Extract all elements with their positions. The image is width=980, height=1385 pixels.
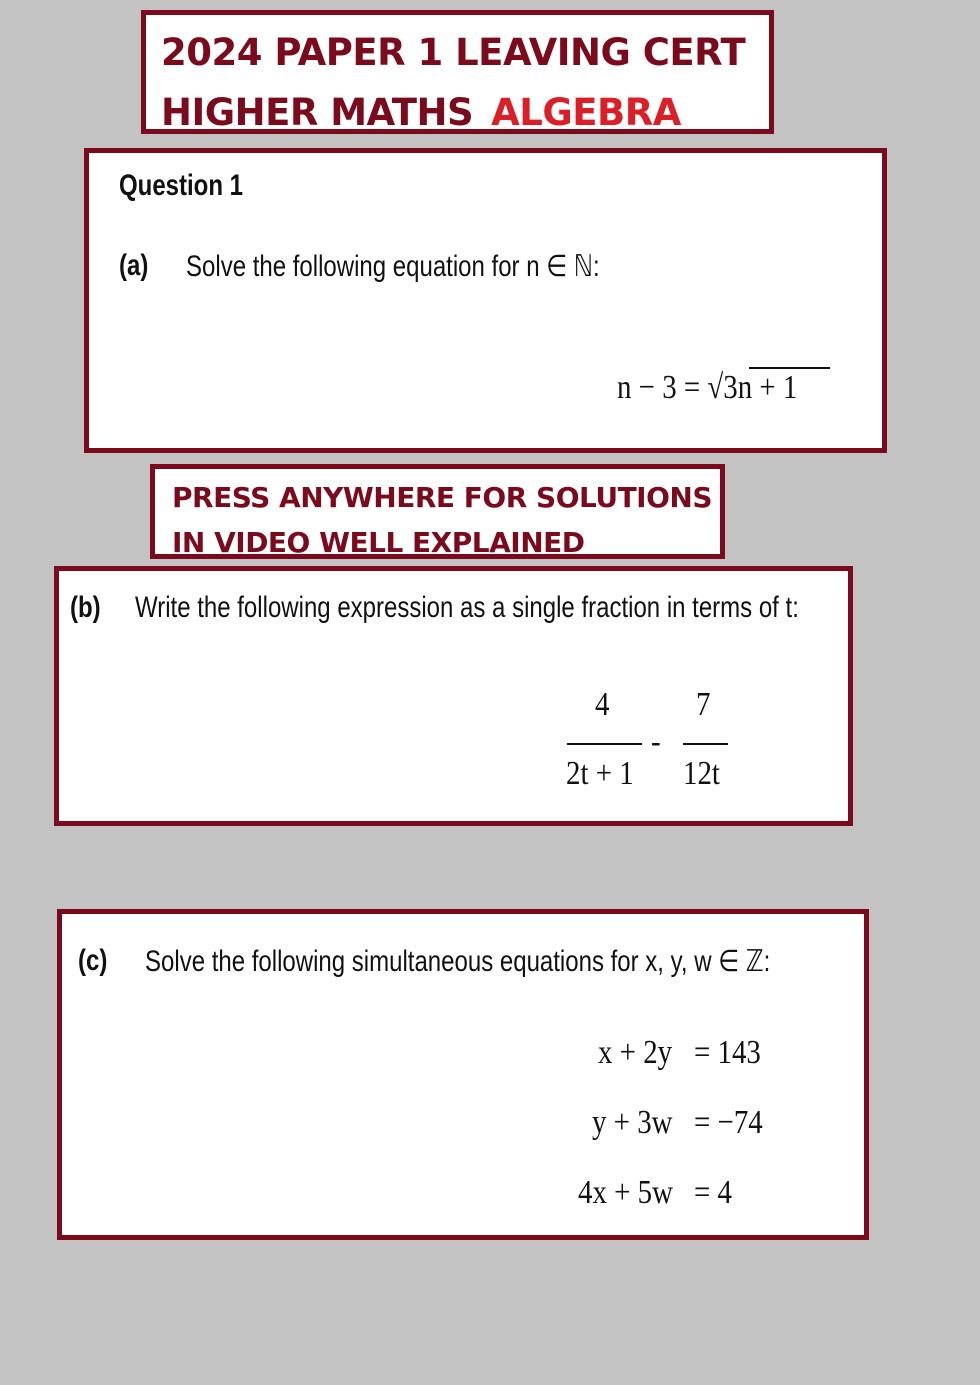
part-c-prompt: Solve the following simultaneous equations for x, y, w ∈ ℤ: [145,945,771,978]
banner-line-2: IN VIDEO WELL EXPLAINED [172,526,585,559]
equation-2-rhs: = −74 [694,1104,763,1141]
fraction-1-denominator: 2t + 1 [566,755,634,792]
part-a-equation: n − 3 = √3n + 1 [617,369,798,406]
title-box [141,10,774,134]
question-heading: Question 1 [119,169,244,202]
minus-operator: - [651,723,661,760]
part-a-label: (a) [119,249,149,282]
fraction-2-denominator: 12t [683,755,720,792]
equation-2-lhs: y + 3w [592,1104,673,1141]
equation-1-rhs: = 143 [694,1034,761,1071]
fraction-1-numerator: 4 [595,686,610,723]
part-c-label: (c) [78,944,108,977]
banner-line-1: PRESS ANYWHERE FOR SOLUTIONS [172,481,712,514]
part-a-prompt: Solve the following equation for n ∈ ℕ: [186,250,600,283]
fraction-2-bar [683,743,728,745]
equation-1-lhs: x + 2y [598,1034,673,1071]
question-1a-box [84,148,887,453]
fraction-1-bar [567,743,642,745]
radical-bar [749,367,830,369]
title-line-2 [161,83,769,143]
title-line-1: 2024 PAPER 1 LEAVING CERT [161,31,746,74]
part-b-prompt: Write the following expression as a single fraction in terms of t: [135,591,799,624]
equation-3-rhs: = 4 [694,1174,732,1211]
title-subject: HIGHER MATHS [161,91,474,134]
equation-3-lhs: 4x + 5w [578,1174,673,1211]
fraction-2-numerator: 7 [696,686,711,723]
question-1b-box [54,566,853,826]
part-b-label: (b) [70,591,101,624]
title-topic: ALGEBRA [491,91,681,134]
question-1c-box [57,909,869,1240]
solutions-banner[interactable] [150,464,725,559]
